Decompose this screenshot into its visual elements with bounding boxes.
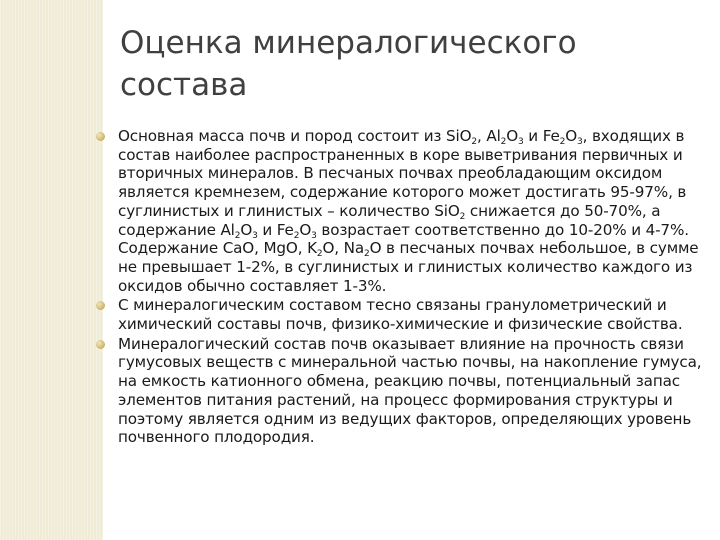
bullet-item <box>118 296 712 333</box>
text-run: возрастает соответственно до 10-20% и 4-7%. Содержание CaO, MgO, K <box>118 220 689 258</box>
bullet-item <box>118 127 712 295</box>
text-run: Минералогический состав почв оказывает влияние на прочность связи гумусовых веществ с минеральной частью почвы, на накопление гумуса, на емкость катионного обмена, реакцию почвы, потенциальный запас элементов питания растений, на процесс формирования структуры и поэтому является одним из ведущих факторов, определяющих уровень почвенного плодородия. <box>118 334 702 447</box>
subscript: 3 <box>518 137 524 147</box>
subscript: 2 <box>500 137 507 147</box>
subscript: 3 <box>252 230 258 241</box>
text-run: , Al <box>476 127 501 145</box>
bullet-text <box>118 335 701 447</box>
text-run: O <box>240 220 253 239</box>
subscript: 2 <box>234 230 241 241</box>
text-run: и Fe <box>523 127 560 145</box>
subscript: 3 <box>577 137 583 147</box>
slide-body <box>118 127 712 448</box>
decorative-side-stripe <box>0 0 103 540</box>
subscript: 3 <box>311 230 317 241</box>
bullet-icon <box>96 340 105 349</box>
bullet-icon <box>96 132 105 141</box>
text-run: O <box>299 220 312 239</box>
text-run: O, Na <box>322 239 364 258</box>
text-run: O в песчаных почвах небольшое, в сумме не превышает 1-2%, в суглинистых и глинистых количество каждого из оксидов обычно составляет 1-3%. <box>118 239 699 295</box>
bullet-icon <box>96 301 105 310</box>
slide-title: Оценка минералогического состава <box>120 25 577 103</box>
bullet-text <box>118 296 683 333</box>
bullet-item <box>118 335 712 447</box>
text-run: С минералогическим составом тесно связаны гранулометрический и химический составы почв, физико-химические и физические свойства. <box>118 296 683 334</box>
subscript: 2 <box>559 137 566 147</box>
text-run: O <box>565 127 578 145</box>
subscript: 2 <box>459 211 466 222</box>
text-run: снижается до 50-70%, а содержание Al <box>118 201 661 239</box>
subscript: 2 <box>293 230 300 241</box>
text-run: Основная масса почв и пород состоит из Si <box>118 127 460 145</box>
bullet-text <box>118 127 699 295</box>
subscript: 2 <box>471 137 477 147</box>
text-run: и Fe <box>257 220 294 239</box>
text-run: O <box>506 127 519 145</box>
text-run: , входящих в состав наиболее распространенных в коре выветривания первичных и вторичных минералов. В песчаных почвах преобладающим оксидом является кремнезем, содержание которого может достигать 95-97%, в суглинистых и глинистых – количество SiO <box>118 127 687 220</box>
subscript: 2 <box>316 249 323 260</box>
text-run: O <box>459 127 472 145</box>
subscript: 2 <box>364 249 370 260</box>
